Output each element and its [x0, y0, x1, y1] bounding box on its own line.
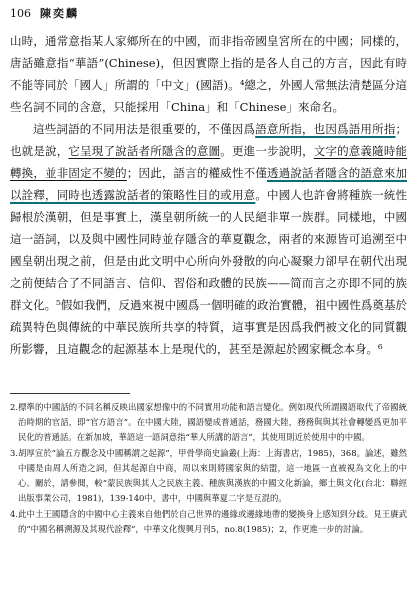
underlined-phrase-3: 文字的意義隨時能轉換，並非固定不變的 — [10, 144, 408, 180]
page-number: 106 — [10, 7, 31, 20]
page-header — [10, 6, 407, 22]
footnote-4: 4.此中土王國隱含的中國中心主義來自他們於自己世界的邊緣或邊緣地帶的變換身上感知到分歧。見王賡武的“中國名稱溯源及其現代詮釋”，中華文化復興月刊5，no.8(1985)；2，作更進一步的討論。 — [10, 509, 407, 534]
paragraph-1: 山時，通常意指某人家鄉所在的中國，而非指帝國皇宮所在的中國；同樣的，唐話雖意指“華語”(Chinese)，但因實際上指的是各人自己的方言，因此有時不能等同於「國人」所謂的「中文」(國語)。⁴總之，外國人常無法清楚區分這些名詞不同的含意，只能採用「China」和「Chinese」來命名。 — [10, 34, 407, 114]
underlined-phrase-2: 它呈現了說話者所隱含的意圖 — [68, 144, 221, 158]
paragraph-2 — [10, 118, 407, 360]
paragraph-2-text-e: 。中國人也許會將種族一統性歸根於漢朝，但是事實上，漢皇朝所統一的人民絕非單一族群。同樣地，中國這一語詞，以及與中國性同時並存隱含的華夏觀念，兩者的來源皆可追溯至中國皇朝出現之前，但是由此文明中心所向外發散的向心凝聚力卻早在朝代出現之前便結合了不同語言、信仰、習俗和政體的民族——简而言之亦即不同的族群文化。⁵假如我們，反過來視中國爲一個明確的政治實體，祖中國性爲奠基於疏異特色與傳統的中華民族所共享的特質，這事實是因爲我們被文化的同質觀所影響，且這觀念的起源基本上是現代的，甚至是源起於國家概念本身。⁶ — [10, 188, 408, 356]
footnote-divider — [10, 393, 130, 394]
underlined-phrase-4: 透過說話者隱含的語意來加以詮釋，同時也透露說話者的策略性目的或用意 — [10, 166, 408, 202]
footnotes — [10, 400, 407, 538]
underlined-phrase-1: 語意所指，也因爲語用所指 — [255, 122, 396, 136]
footnote-3: 3.胡厚宣於“論五方觀念及中國稱謂之起源”，甲骨學商史論叢(上海：上海書店，1985)，368。論述，雖然中國是由周人所造之詞，但其起源自中商，周以來則將國家與的結盟，這一地區一直被視為文化上的中心。關於，請參閱，較“蒙民族與其人之民族主義、種族與漢族的中國文化新論，鄉土與文化(台北：聯經出版事業公司，1981)，139-140中，書中，中國與華夏二字是互混的。 — [10, 448, 407, 503]
paragraph-2-text-a: 這些詞語的不同用法是很重要的，不僅因爲 — [33, 122, 256, 136]
paragraph-2-text-c: 。更進一步說明， — [220, 144, 314, 158]
paragraph-2-text-d: ；因此，語言的權威性不僅 — [126, 166, 268, 180]
running-head-author: 陳奕麟 — [40, 7, 79, 20]
paragraph-2-text-b: ；也就是說， — [10, 122, 408, 158]
main-text — [10, 30, 407, 360]
footnote-2: 2.標準的中國話的不同名稱反映出國家想像中的不同實用功能和語言變化。例如現代所謂國語取代了帝國統治時期的官話，即“官方語言”。在中國大陸，國語變成普通話，務國大陸，務務與與其社會轉變爲更加平民化的普通話。在新加坡，華語這一語詞意指“華人所講的語言”，其使用則近於使用中的中國。 — [10, 402, 407, 442]
